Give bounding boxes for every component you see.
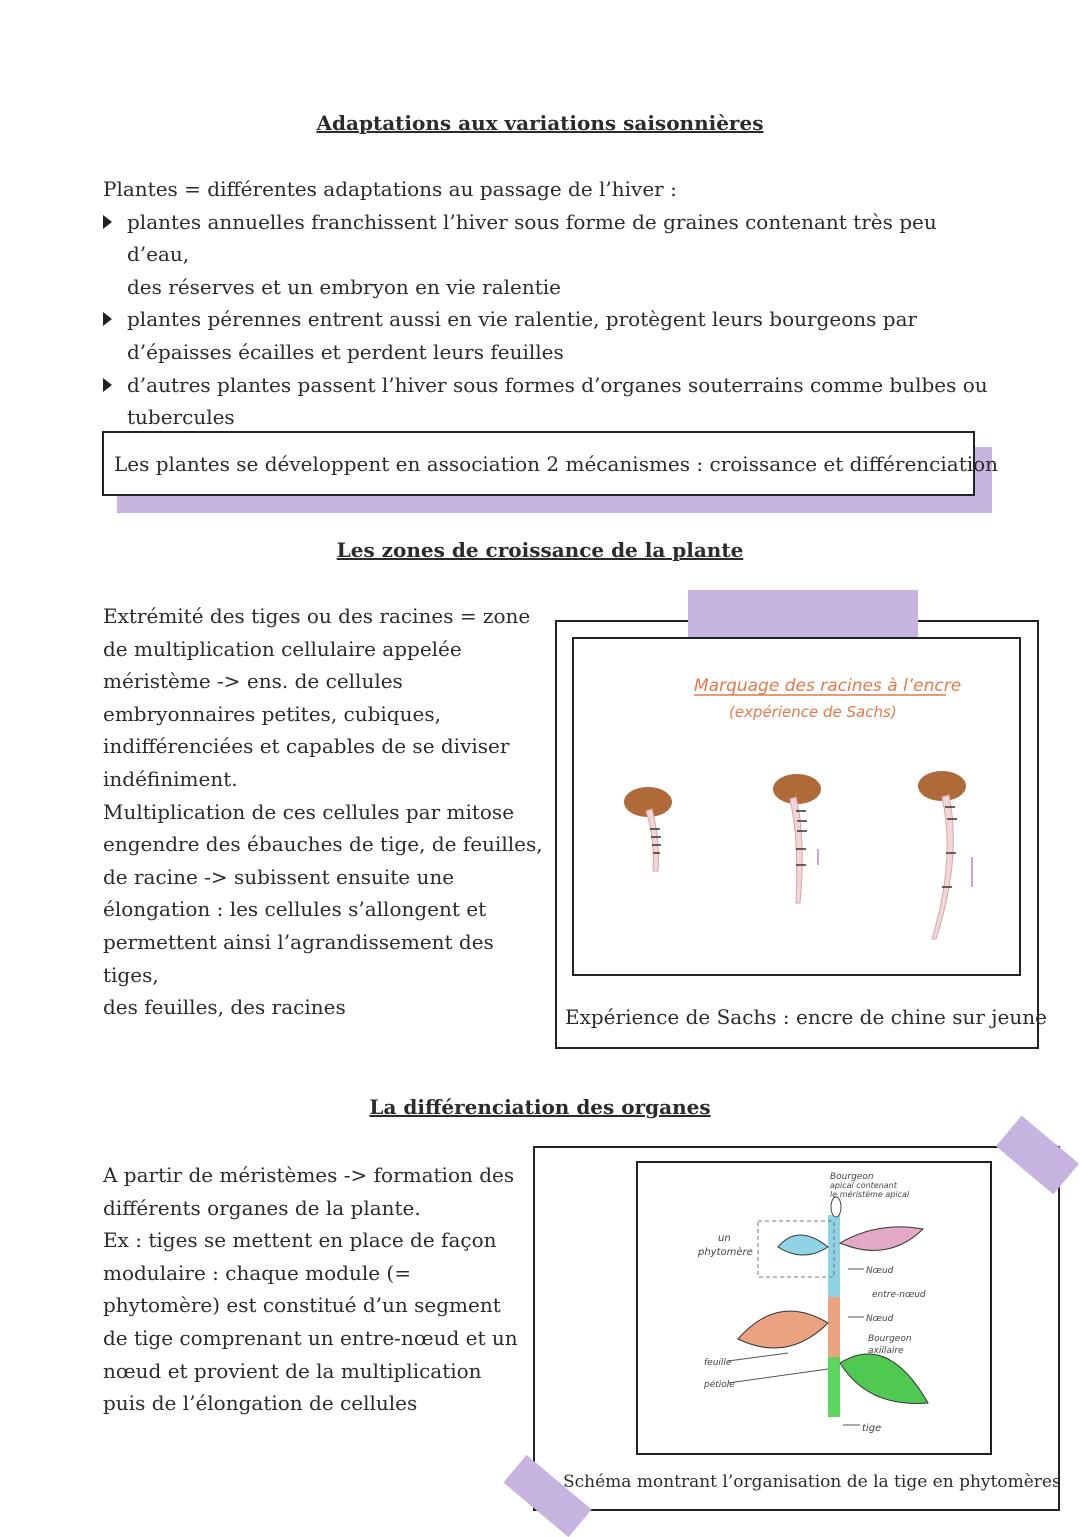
- label-tige: tige: [862, 1423, 882, 1434]
- keybox: [102, 431, 999, 496]
- intro-line: Plantes = différentes adaptations au passage de l’hiver :: [103, 177, 677, 201]
- bullet-line: des réserves et un embryon en vie ralentie: [127, 274, 561, 299]
- seedling-1: [624, 787, 672, 871]
- stem-segment-green: [828, 1357, 840, 1417]
- label-entre-noeud: entre-nœud: [872, 1290, 926, 1300]
- label-phytomere: un: [718, 1233, 731, 1244]
- stem-segment-blue: [828, 1215, 840, 1297]
- text-line: élongation : les cellules s’allongent et: [103, 897, 487, 922]
- section1-body: [103, 173, 1003, 434]
- label-bourgeon-apical: le méristème apical: [830, 1190, 910, 1199]
- section2-body: [103, 600, 543, 1024]
- text-line: puis de l’élongation de cellules: [103, 1391, 418, 1416]
- text-line: de multiplication cellulaire appelée: [103, 636, 462, 661]
- sachs-roots-drawing: [574, 639, 1019, 974]
- bullet-triangle-icon: [103, 215, 112, 229]
- section-title-adaptations: Adaptations aux variations saisonnières: [316, 111, 764, 135]
- bullet-item: [103, 206, 1003, 304]
- text-line: Ex : tiges se mettent en place de façon: [103, 1228, 497, 1253]
- phytomere-drawing: [636, 1161, 992, 1455]
- label-phytomere: phytomère: [698, 1247, 753, 1258]
- text-line: indéfiniment.: [103, 766, 238, 791]
- seedling-3: [918, 771, 972, 939]
- bullet-line: tubercules: [127, 405, 235, 430]
- text-line: des feuilles, des racines: [103, 995, 346, 1020]
- bullet-line: d’autres plantes passent l’hiver sous formes d’organes souterrains comme bulbes ou: [127, 372, 988, 397]
- bullet-line: plantes pérennes entrent aussi en vie ralentie, protègent leurs bourgeons par: [127, 307, 918, 332]
- bullet-item: [103, 369, 1003, 434]
- text-line: nœud et provient de la multiplication: [103, 1358, 482, 1383]
- sachs-drawing: [572, 637, 1021, 976]
- text-line: modulaire : chaque module (=: [103, 1260, 411, 1285]
- handwritten-subtitle: (expérience de Sachs): [729, 703, 897, 721]
- text-line: engendre des ébauches de tige, de feuilles,: [103, 832, 543, 857]
- text-line: Extrémité des tiges ou des racines = zone: [103, 604, 531, 628]
- stem-segment-orange: [828, 1297, 840, 1357]
- text-line: de racine -> subissent ensuite une: [103, 864, 455, 889]
- section-title-differenciation: La différenciation des organes: [369, 1095, 711, 1119]
- leaf-orange: [738, 1311, 828, 1348]
- leader-line: [728, 1353, 788, 1361]
- label-noeud: Nœud: [866, 1314, 894, 1324]
- bullet-triangle-icon: [103, 378, 112, 392]
- label-bourgeon-axillaire: Bourgeon: [868, 1334, 912, 1344]
- text-line: embryonnaires petites, cubiques,: [103, 701, 441, 726]
- text-line: phytomère) est constitué d’un segment: [103, 1293, 501, 1318]
- label-bourgeon-apical: apical contenant: [830, 1181, 897, 1190]
- section3-body: [103, 1159, 523, 1420]
- label-petiole: pétiole: [704, 1380, 735, 1390]
- text-line: méristème -> ens. de cellules: [103, 669, 403, 694]
- section-title-croissance: Les zones de croissance de la plante: [336, 538, 744, 562]
- handwritten-title: Marquage des racines à l’encre: [694, 676, 962, 696]
- phytomere-caption: Schéma montrant l’organisation de la tige en phytomères: [563, 1472, 1061, 1492]
- apical-bud: [831, 1197, 841, 1217]
- leaf-green: [840, 1354, 928, 1404]
- label-feuille: feuille: [704, 1358, 732, 1368]
- seedling-2: [773, 774, 821, 903]
- leaf-pink: [840, 1227, 923, 1251]
- bullet-item: [103, 303, 1003, 368]
- text-line: différents organes de la plante.: [103, 1195, 421, 1220]
- bullet-triangle-icon: [103, 312, 112, 326]
- leader-line: [728, 1369, 828, 1383]
- text-line: permettent ainsi l’agrandissement des tiges,: [103, 929, 494, 987]
- leaf-blue: [778, 1235, 828, 1255]
- bullet-line: plantes annuelles franchissent l’hiver sous forme de graines contenant très peu d’eau,: [127, 209, 937, 267]
- label-bourgeon-apical: Bourgeon: [830, 1172, 874, 1182]
- label-bourgeon-axillaire: axillaire: [868, 1346, 904, 1356]
- text-line: de tige comprenant un entre-nœud et un: [103, 1325, 518, 1350]
- bullet-line: d’épaisses écailles et perdent leurs feuilles: [127, 339, 564, 364]
- text-line: A partir de méristèmes -> formation des: [103, 1163, 515, 1187]
- plant-drawing: [638, 1163, 990, 1453]
- keybox-text: Les plantes se développent en association 2 mécanismes : croissance et différenciation: [114, 452, 999, 476]
- text-line: Multiplication de ces cellules par mitose: [103, 799, 515, 824]
- text-line: indifférenciées et capables de se diviser: [103, 734, 510, 759]
- label-noeud: Nœud: [866, 1266, 894, 1276]
- sachs-caption: Expérience de Sachs : encre de chine sur jeune: [565, 1005, 1047, 1029]
